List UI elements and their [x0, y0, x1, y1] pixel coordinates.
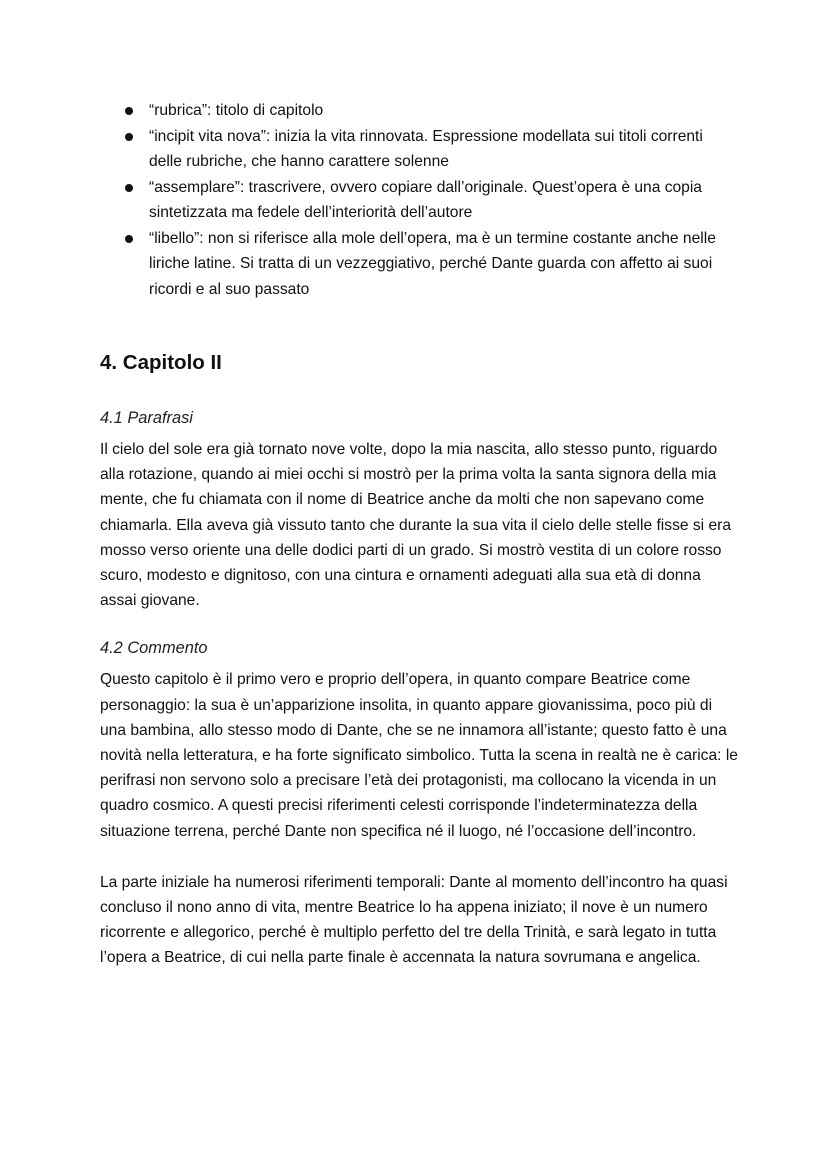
- list-item: [100, 98, 740, 124]
- glossary-list: [100, 98, 740, 302]
- bullet-icon: [125, 107, 133, 115]
- list-item-text: “incipit vita nova”: inizia la vita rinnovata. Espressione modellata sui titoli correnti delle rubriche, che hanno carattere solenne: [149, 127, 703, 170]
- commento-heading: 4.2 Commento: [100, 639, 208, 658]
- list-item-text: “libello”: non si riferisce alla mole dell’opera, ma è un termine costante anche nelle liriche latine. Si tratta di un vezzeggiativo, perché Dante guarda con affetto ai suoi ricordi e al suo passato: [149, 229, 716, 298]
- list-item: [100, 175, 740, 226]
- parafrasi-heading: 4.1 Parafrasi: [100, 409, 193, 427]
- bullet-icon: [125, 133, 133, 141]
- bullet-icon: [125, 235, 133, 243]
- parafrasi-paragraph: Il cielo del sole era già tornato nove volte, dopo la mia nascita, allo stesso punto, riguardo alla rotazione, quando ai miei occhi si mostrò per la prima volta la santa signora della mia mente, che fu chiamata con il nome di Beatrice anche da molti che non sapevano come chiamarla. Ella aveva già vissuto tanto che durante la sua vita il cielo delle stelle fisse si era mosso verso oriente una delle dodici parti di un grado. Si mostrò vestita di un colore rosso scuro, modesto e dignitoso, con una cintura e ornamenti adeguati alla sua età di donna assai giovane.: [100, 441, 732, 610]
- page-content: [100, 98, 740, 971]
- commento-paragraph-2: La parte iniziale ha numerosi riferimenti temporali: Dante al momento dell’incontro ha quasi concluso il nono anno di vita, mentre Beatrice lo ha appena iniziato; il nove è un numero ricorrente e allegorico, perché è multiplo perfetto del tre della Trinità, e sarà legato in tutta l’opera a Beatrice, di cui nella parte finale è accennata la natura sovrumana e angelica.: [100, 873, 728, 967]
- list-item: [100, 124, 740, 175]
- bullet-icon: [125, 184, 133, 192]
- commento-paragraph-1: Questo capitolo è il primo vero e proprio dell’opera, in quanto compare Beatrice come personaggio: la sua è un’apparizione insolita, in quanto appare giovanissima, poco più di una bambina, allo stesso modo di Dante, che se ne innamora all’istante; questo fatto è una novità nella letteratura, e ha forte significato simbolico. Tutta la scena in realtà ne è carica: le perifrasi non servono solo a precisare l’età dei protagonisti, ma collocano la vicenda in un quadro cosmico. A questi precisi riferimenti celesti corrisponde l’indeterminatezza della situazione terrena, perché Dante non specifica né il luogo, né l’occasione dell’incontro.: [100, 671, 738, 840]
- list-item: [100, 226, 740, 303]
- list-item-text: “assemplare”: trascrivere, ovvero copiare dall’originale. Quest’opera è una copia sintetizzata ma fedele dell’interiorità dell’autore: [149, 178, 702, 221]
- section-title: 4. Capitolo II: [100, 351, 222, 374]
- list-item-text: “rubrica”: titolo di capitolo: [149, 102, 324, 119]
